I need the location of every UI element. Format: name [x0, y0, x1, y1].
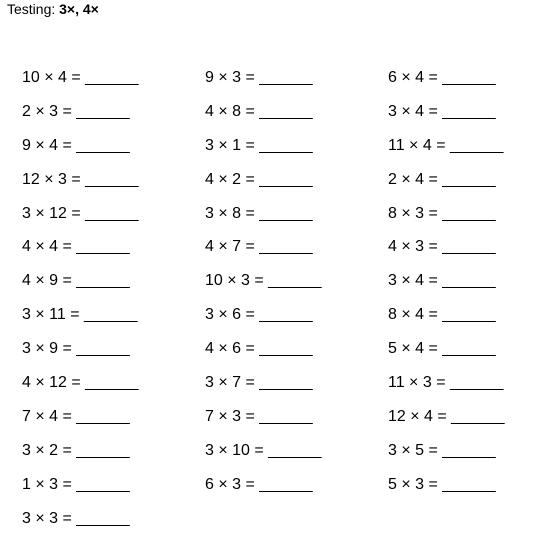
- multiplication-problem: 4 × 2 = ______: [205, 170, 313, 188]
- multiplication-problem: 4 × 12 = ______: [22, 374, 139, 392]
- multiplication-problem: 11 × 3 = ______: [388, 374, 504, 392]
- multiplication-problem: 6 × 4 = ______: [388, 69, 496, 86]
- multiplication-problem: 12 × 3 = ______: [22, 170, 139, 188]
- multiplication-problem: 4 × 4 = ______: [22, 238, 130, 256]
- heading-tables: 3×, 4×: [59, 1, 99, 17]
- multiplication-problem: 3 × 8 = ______: [205, 204, 313, 222]
- multiplication-problem: 3 × 11 = ______: [22, 306, 138, 324]
- multiplication-problem: 3 × 10 = ______: [205, 441, 322, 459]
- multiplication-problem: 11 × 4 = ______: [388, 136, 504, 154]
- multiplication-problem: 8 × 4 = ______: [388, 306, 496, 324]
- multiplication-problem: 10 × 4 = ______: [22, 69, 139, 86]
- multiplication-problem: 8 × 3 = ______: [388, 204, 496, 222]
- multiplication-problem: 4 × 9 = ______: [22, 272, 130, 290]
- multiplication-problem: 9 × 3 = ______: [205, 69, 313, 86]
- multiplication-problem: 3 × 4 = ______: [388, 102, 496, 120]
- multiplication-problem: 6 × 3 = ______: [205, 475, 313, 493]
- multiplication-problem: 12 × 4 = ______: [388, 407, 505, 425]
- multiplication-problem: 2 × 3 = ______: [22, 102, 130, 120]
- multiplication-problem: 1 × 3 = ______: [22, 475, 130, 493]
- multiplication-problem: 9 × 4 = ______: [22, 136, 130, 154]
- multiplication-problem: 3 × 6 = ______: [205, 306, 313, 324]
- multiplication-problem: 4 × 6 = ______: [205, 340, 313, 358]
- problem-column-2: [205, 68, 322, 509]
- multiplication-problem: 10 × 3 = ______: [205, 272, 322, 290]
- worksheet-heading: [7, 1, 99, 17]
- multiplication-problem: 3 × 9 = ______: [22, 340, 130, 358]
- multiplication-problem: 3 × 5 = ______: [388, 441, 496, 459]
- multiplication-problem: 4 × 8 = ______: [205, 102, 313, 120]
- multiplication-problem: 5 × 4 = ______: [388, 340, 496, 358]
- multiplication-problem: 7 × 4 = ______: [22, 407, 130, 425]
- multiplication-problem: 3 × 12 = ______: [22, 204, 139, 222]
- multiplication-problem: 3 × 2 = ______: [22, 441, 130, 459]
- multiplication-problem: 7 × 3 = ______: [205, 407, 313, 425]
- problem-column-1: [22, 68, 139, 542]
- multiplication-problem: 3 × 7 = ______: [205, 374, 313, 392]
- multiplication-problem: 3 × 4 = ______: [388, 272, 496, 290]
- heading-label: Testing:: [7, 1, 56, 17]
- multiplication-problem: 4 × 7 = ______: [205, 238, 313, 256]
- multiplication-problem: 2 × 4 = ______: [388, 170, 496, 188]
- multiplication-problem: 4 × 3 = ______: [388, 238, 496, 256]
- multiplication-problem: 3 × 3 = ______: [22, 509, 130, 527]
- multiplication-problem: 5 × 3 = ______: [388, 475, 496, 493]
- problem-column-3: [388, 68, 505, 509]
- multiplication-problem: 3 × 1 = ______: [205, 136, 313, 154]
